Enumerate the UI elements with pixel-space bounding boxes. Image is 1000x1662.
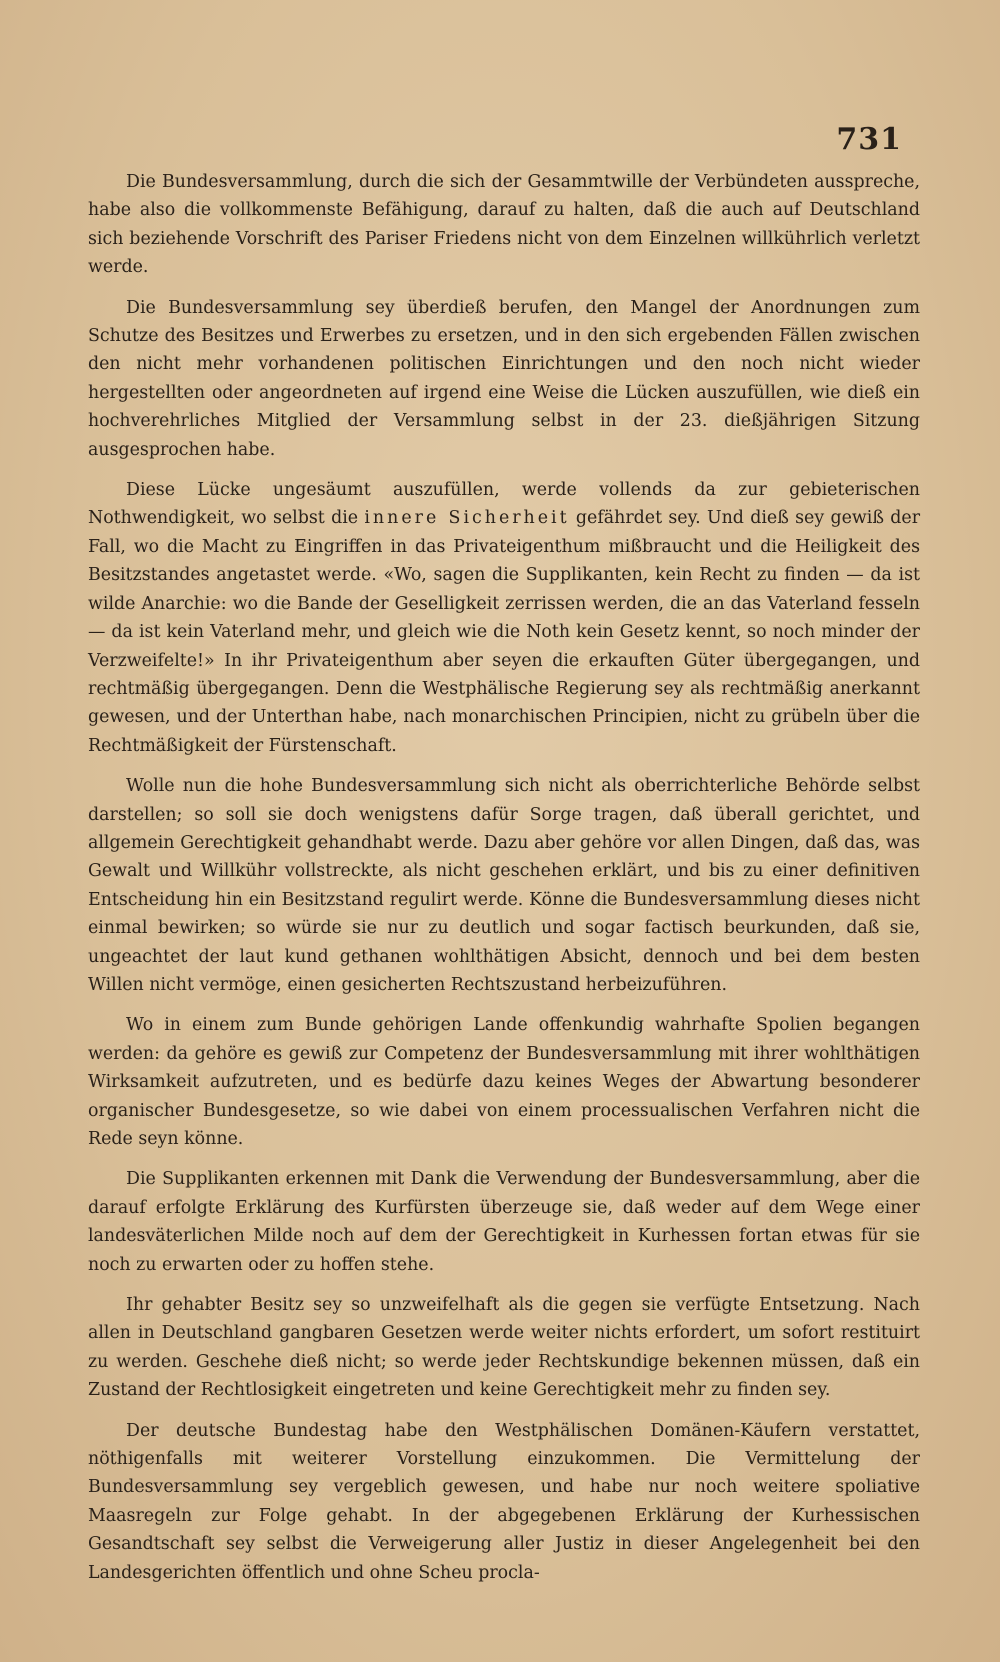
paragraph: Der deutsche Bundestag habe den Westphälischen Domänen-Käufern verstattet, nöthigenfalls mit weiterer Vorstellung einzukommen. Die Vermittelung der Bundesversammlung sey vergeblich gewesen, und habe nur noch weitere spoliative Maasregeln zur Folge gehabt. In der abgegebenen Erklärung der Kurhessischen Gesandtschaft sey selbst die Verweigerung aller Justiz in dieser Angelegenheit bei den Landesgerichten öffentlich und ohne Scheu procla- xyxy=(88,1420,920,1583)
page-number: 731 xyxy=(836,122,902,157)
paragraph: Wo in einem zum Bunde gehörigen Lande offenkundig wahrhafte Spolien begangen werden: da gehöre es gewiß zur Competenz der Bundesversammlung mit ihrer wohlthätigen Wirksamkeit aufzutreten, und es bedürfe dazu keines Weges der Abwartung besonderer organischer Bundesgesetze, so wie dabei von einem processualischen Verfahren nicht die Rede seyn könne. xyxy=(88,1015,920,1149)
body-text xyxy=(88,168,920,1599)
emphasized-text: innere Sicherheit xyxy=(364,508,570,529)
paragraph: Die Bundesversammlung sey überdieß berufen, den Mangel der Anordnungen zum Schutze des Besitzes und Erwerbes zu ersetzen, und in den sich ergebenden Fällen zwischen den nicht mehr vorhandenen politischen Einrichtungen und den noch nicht wieder hergestellten oder angeordneten auf irgend eine Weise die Lücken auszufüllen, wie dieß ein hochverehrliches Mitglied der Versammlung selbst in der 23. dießjährigen Sitzung ausgesprochen habe. xyxy=(88,297,920,460)
paragraph: Die Supplikanten erkennen mit Dank die Verwendung der Bundesversammlung, aber die darauf erfolgte Erklärung des Kurfürsten überzeuge sie, daß weder auf dem Wege einer landesväterlichen Milde noch auf dem der Gerechtigkeit in Kurhessen fortan etwas für sie noch zu erwarten oder zu hoffen stehe. xyxy=(88,1169,920,1275)
paragraph: Wolle nun die hohe Bundesversammlung sich nicht als oberrichterliche Behörde selbst darstellen; so soll sie doch wenigstens dafür Sorge tragen, daß überall gerichtet, und allgemein Gerechtigkeit gehandhabt werde. Dazu aber gehöre vor allen Dingen, daß das, was Gewalt und Willkühr vollstreckte, als nicht geschehen erklärt, und bis zu einer definitiven Entscheidung hin ein Besitzstand regulirt werde. Könne die Bundesversammlung dieses nicht einmal bewirken; so würde sie nur zu deutlich und sogar factisch beurkunden, daß sie, ungeachtet der laut kund gethanen wohlthätigen Absicht, dennoch und bei dem besten Willen nicht vermöge, einen gesicherten Rechtszustand herbeizuführen. xyxy=(88,776,920,995)
paragraph: Die Bundesversammlung, durch die sich der Gesammtwille der Verbündeten ausspreche, habe also die vollkommenste Befähigung, darauf zu halten, daß die auch auf Deutschland sich beziehende Vorschrift des Pariser Friedens nicht von dem Einzelnen willkührlich verletzt werde. xyxy=(88,172,920,278)
paragraph-text: Diese Lücke ungesäumt auszufüllen, werde vollends da zur gebieterischen Nothwendigkeit, wo selbst die xyxy=(88,480,920,529)
paragraph xyxy=(88,476,920,760)
paragraph-text: gefährdet sey. Und dieß sey gewiß der Fall, wo die Macht zu Eingriffen in das Privateigenthum mißbraucht und die Heiligkeit des Besitzstandes angetastet werde. «Wo, sagen die Supplikanten, kein Recht zu finden — da ist wilde Anarchie: wo die Bande der Geselligkeit zerrissen werden, die an das Vaterland fesseln — da ist kein Vaterland mehr, und gleich wie die Noth kein Gesetz kennt, so noch minder der Verzweifelte!» In ihr Privateigenthum aber seyen die erkauften Güter übergegangen, und rechtmäßig übergegangen. Denn die Westphälische Regierung sey als rechtmäßig anerkannt gewesen, und der Unterthan habe, nach monarchischen Principien, nicht zu grübeln über die Rechtmäßigkeit der Fürstenschaft. xyxy=(88,508,921,756)
paragraph: Ihr gehabter Besitz sey so unzweifelhaft als die gegen sie verfügte Entsetzung. Nach allen in Deutschland gangbaren Gesetzen werde weiter nichts erfordert, um sofort restituirt zu werden. Geschehe dieß nicht; so werde jeder Rechtskundige bekennen müssen, daß ein Zustand der Rechtlosigkeit eingetreten und keine Gerechtigkeit mehr zu finden sey. xyxy=(88,1295,920,1401)
